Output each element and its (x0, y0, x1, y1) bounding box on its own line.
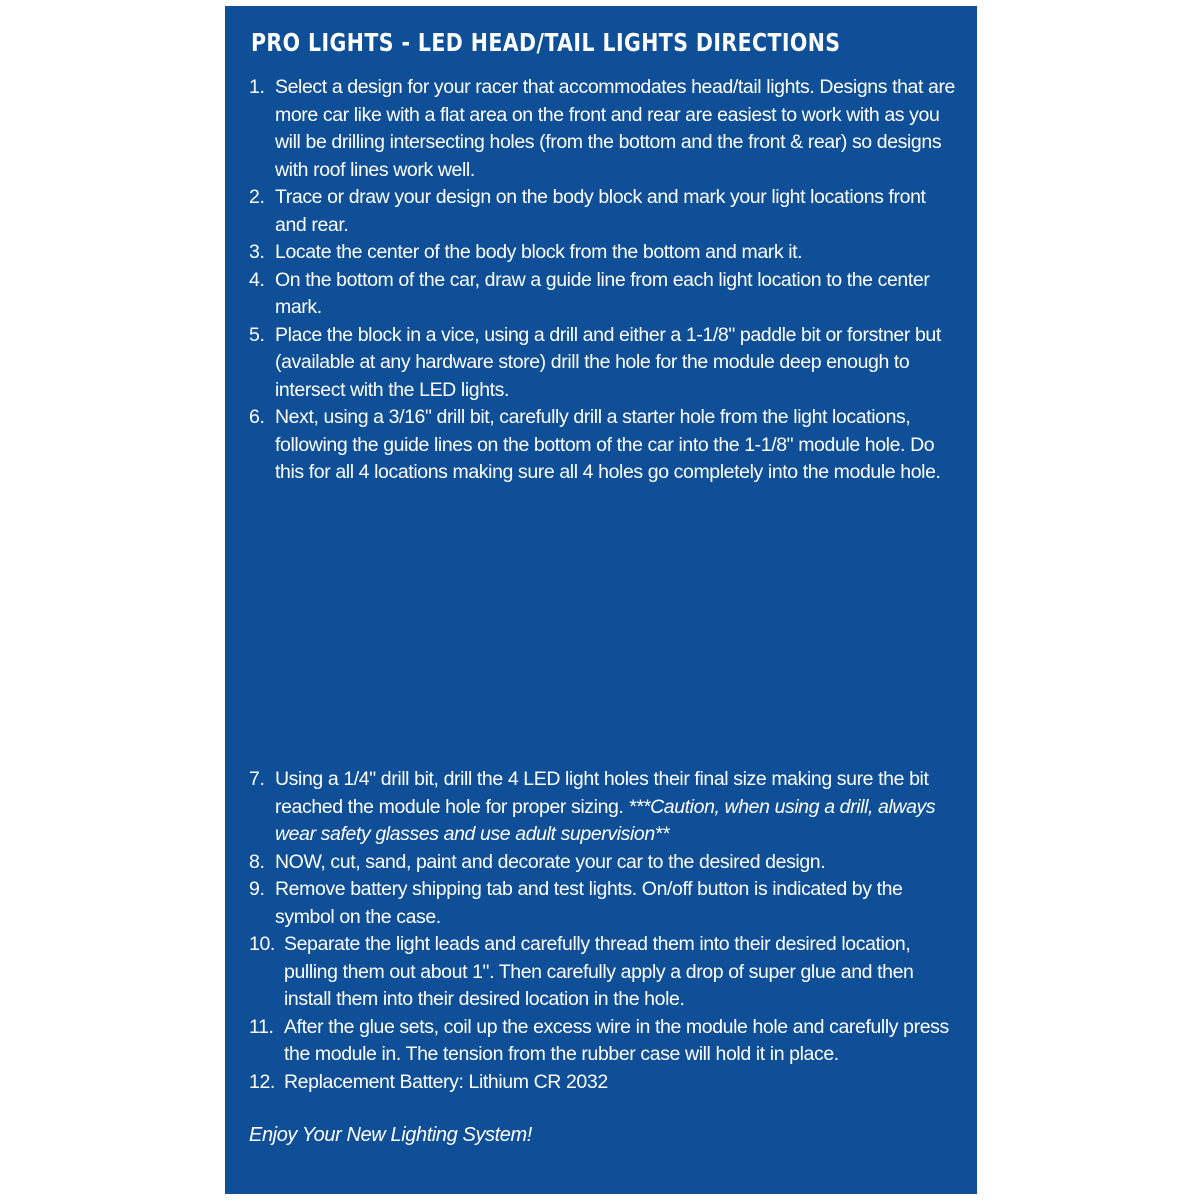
closing-message: Enjoy Your New Lighting System! (249, 1124, 532, 1146)
step-number: 11. (249, 1015, 274, 1038)
step-number: 12. (249, 1070, 275, 1093)
step-11 (249, 1014, 961, 1069)
instruction-card (225, 6, 977, 1194)
page-title: PRO LIGHTS - LED HEAD/TAIL LIGHTS DIRECTIONS (251, 28, 841, 57)
step-6 (249, 404, 961, 487)
steps-list-bottom (249, 766, 961, 1096)
step-text: Next, using a 3/16" drill bit, carefully drill a starter hole from the light locations, following the guide lines on the bottom of the car into the 1-1/8" module hole. Do this for all 4 locations making sure all 4 holes go completely into the module hole. (275, 406, 941, 483)
step-number: 4. (249, 268, 265, 291)
step-5 (249, 322, 961, 405)
step-7 (249, 766, 961, 849)
step-8 (249, 849, 961, 877)
step-2 (249, 184, 961, 239)
step-text: Trace or draw your design on the body block and mark your light locations front and rear. (275, 186, 926, 236)
step-text: Using a 1/4" drill bit, drill the 4 LED light holes their final size making sure the bit reached the module hole for proper sizing. (275, 768, 929, 818)
step-number: 9. (249, 878, 265, 900)
step-text: Replacement Battery: Lithium CR 2032 (284, 1070, 608, 1093)
step-number: 1. (249, 76, 265, 98)
safety-caution: ***Caution, when using a drill, always wear safety glasses and use adult supervision** (275, 795, 936, 845)
step-text: Locate the center of the body block from the bottom and mark it. (275, 241, 803, 263)
step-text: Select a design for your racer that accommodates head/tail lights. Designs that are more car like with a flat area on the front and rear are easiest to work with as you will be drilling intersecting holes (from the bottom and the front & rear) so designs with roof lines work well. (275, 76, 956, 181)
step-text: After the glue sets, coil up the excess wire in the module hole and carefully press the module in. The tension from the rubber case will hold it in place. (284, 1015, 949, 1065)
step-10 (249, 931, 961, 1014)
step-number: 3. (249, 241, 265, 263)
step-4 (249, 267, 961, 322)
step-text: NOW, cut, sand, paint and decorate your car to the desired design. (275, 850, 826, 873)
steps-list-top (249, 74, 961, 487)
step-text: On the bottom of the car, draw a guide line from each light location to the center mark. (275, 268, 930, 318)
step-12 (249, 1069, 961, 1097)
step-number: 6. (249, 406, 265, 428)
step-9 (249, 876, 961, 931)
step-1 (249, 74, 961, 184)
step-number: 8. (249, 850, 265, 873)
step-text: Remove battery shipping tab and test lights. On/off button is indicated by the symbol on the case. (275, 878, 903, 928)
step-number: 10. (249, 933, 275, 955)
step-text: Separate the light leads and carefully thread them into their desired location, pulling them out about 1". Then carefully apply a drop of super glue and then install them into their desired location in the hole. (284, 933, 914, 1010)
step-3 (249, 239, 961, 267)
step-number: 5. (249, 323, 265, 346)
step-number: 2. (249, 186, 265, 208)
step-text: Place the block in a vice, using a drill and either a 1-1/8" paddle bit or forstner but (available at any hardware store) drill the hole for the module deep enough to intersect with the LED lights. (275, 323, 941, 401)
step-number: 7. (249, 768, 265, 790)
